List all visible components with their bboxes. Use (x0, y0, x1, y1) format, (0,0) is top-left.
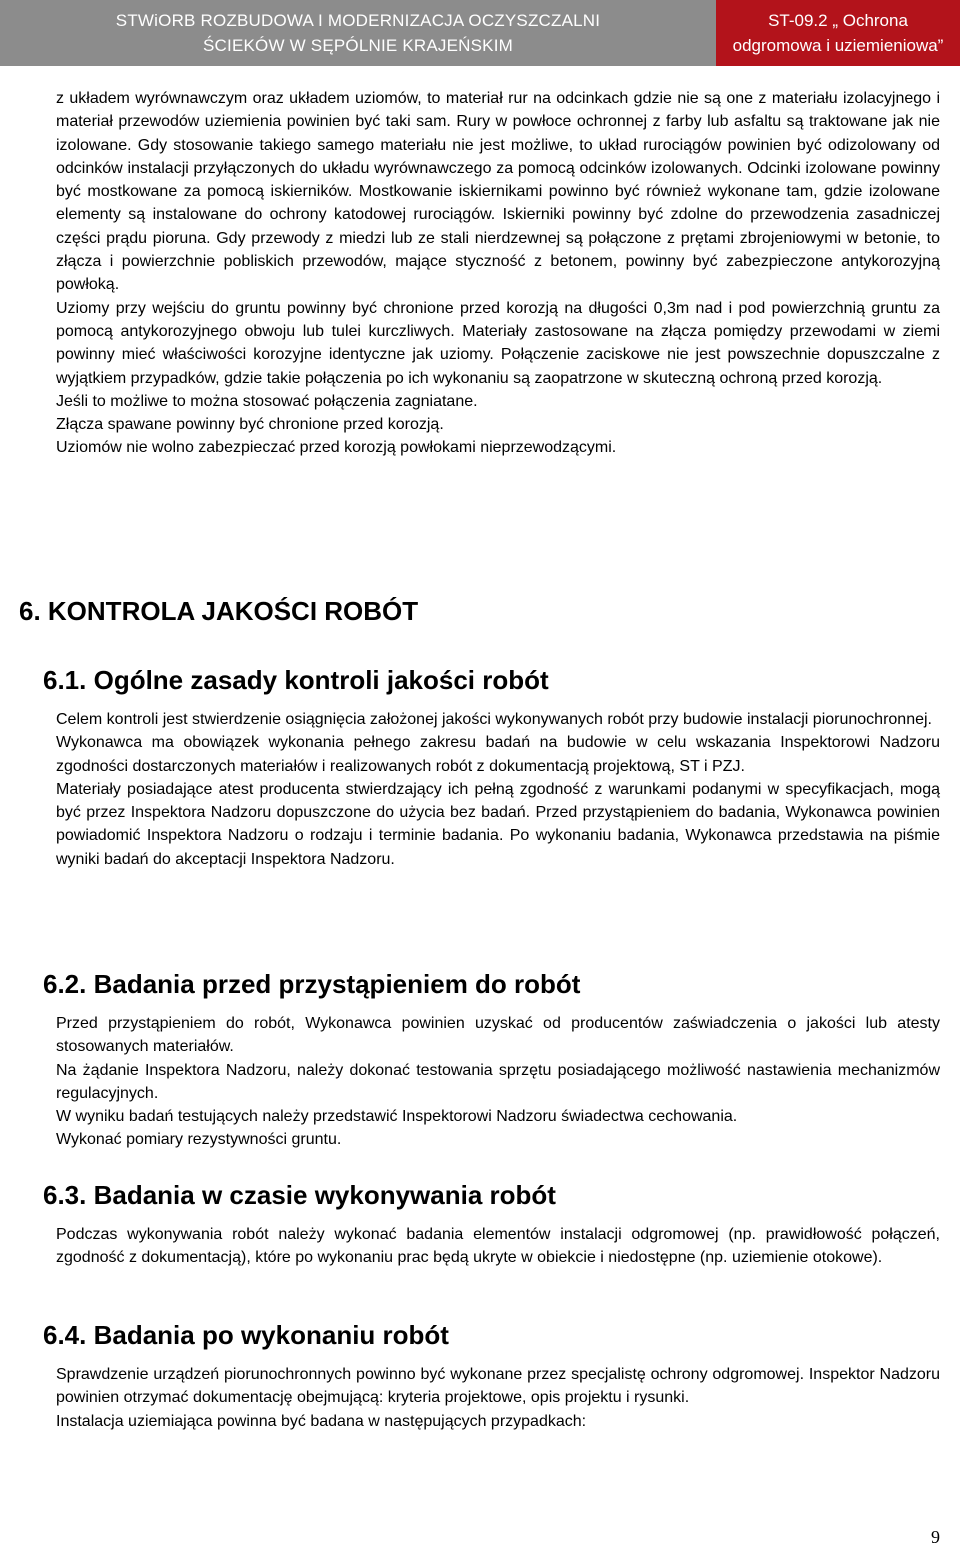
subsection-heading: 6.4. Badania po wykonaniu robót (43, 1320, 449, 1350)
paragraph: Złącza spawane powinny być chronione przed korozją. (56, 416, 444, 434)
section-heading-6: 6. KONTROLA JAKOŚCI ROBÓT (19, 596, 419, 626)
header-spec-line-2: odgromowa i uziemieniowa” (732, 36, 944, 55)
paragraph: Materiały posiadające atest producenta stwierdzający ich pełną zgodność z warunkami podanymi w specyfikacjach, mogą być przez Inspektora Nadzoru dopuszczone do użycia bez badań. Przed przystąpieniem do badania, Wykonawca powinien powiadomić Inspektora Nadzoru o rodzaju i terminie badania. Po wykonaniu badania, Wykonawca przedstawia na piśmie wyniki badań do akceptacji Inspektora Nadzoru. (56, 780, 940, 868)
section-6-2 (43, 968, 940, 1152)
paragraph: Sprawdzenie urządzeń piorunochronnych powinno być wykonane przez specjalistę ochrony odgromowej. Inspektor Nadzoru powinien otrzymać dokumentację obejmującą: kryteria projektowe, opis projektu i rysunki. (56, 1366, 940, 1407)
paragraph: Podczas wykonywania robót należy wykonać badania elementów instalacji odgromowej (np. prawidłowość połączeń, zgodność z dokumentacją), które po wykonaniu prac będą ukryte w obiekcie i niedostępne (np. uziemienie otokowe). (56, 1226, 940, 1267)
paragraph: z układem wyrównawczym oraz układem uziomów, to materiał rur na odcinkach gdzie nie są one z materiału izolacyjnego i materiał przewodów uziemienia powinien być taki sam. Rury w powłoce ochronnej z farby lub asfaltu są traktowane jak nie izolowane. Gdy stosowanie takiego samego materiału nie jest możliwe, to układ rurociągów powinien być odizolowany od odcinków instalacji przyłączonych do układu wyrównawczego za pomocą odcinków izolowanych. Odcinki izolowane powinny być mostkowane za pomocą iskierników. Mostkowanie iskiernikami powinno być również wykonane tam, gdzie izolowane elementy są instalowane do ochrony katodowej rurociągów. Iskierniki powinny być zdolne do przewodzenia zasadniczej części prądu pioruna. Gdy przewody z miedzi lub ze stali nierdzewnej są połączone z prętami zbrojeniowymi w betonie, to złącza i powierzchnie pobliskich przewodów, mające styczność z betonem, powinny być zabezpieczone antykorozyjną powłoką. (56, 90, 940, 294)
subsection-heading: 6.2. Badania przed przystąpieniem do robót (43, 969, 581, 999)
paragraph: Wykonać pomiary rezystywności gruntu. (56, 1131, 342, 1149)
section-6-4 (43, 1319, 940, 1433)
section-6-3 (43, 1179, 940, 1270)
paragraph: Uziomów nie wolno zabezpieczać przed korozją powłokami nieprzewodzącymi. (56, 439, 617, 457)
header-title-line-1: STWiORB ROZBUDOWA I MODERNIZACJA OCZYSZCZALNI (115, 11, 601, 30)
paragraph: Na żądanie Inspektora Nadzoru, należy dokonać testowania sprzętu posiadającego możliwość nastawienia mechanizmów regulacyjnych. (56, 1061, 940, 1102)
paragraph: Instalacja uziemiająca powinna być badana w następujących przypadkach: (56, 1412, 587, 1430)
header-spec-line-1: ST-09.2 „ Ochrona (768, 11, 908, 30)
paragraph: Przed przystąpieniem do robót, Wykonawca powinien uzyskać od producentów zaświadczenia o jakości lub atesty stosowanych materiałów. (56, 1015, 940, 1056)
header-title-line-2: ŚCIEKÓW W SĘPÓLNIE KRAJEŃSKIM (203, 36, 513, 55)
section-6-1 (43, 664, 940, 871)
intro-text (56, 87, 940, 460)
subsection-heading: 6.1. Ogólne zasady kontroli jakości robót (43, 665, 549, 695)
paragraph: Celem kontroli jest stwierdzenie osiągnięcia założonej jakości wykonywanych robót przy budowie instalacji piorunochronnej. (56, 711, 932, 728)
paragraph: Jeśli to możliwe to można stosować połączenia zagniatane. (56, 392, 478, 410)
paragraph: Uziomy przy wejściu do gruntu powinny być chronione przed korozją na długości 0,3m nad i pod powierzchnią gruntu za pomocą antykorozyjnego obwoju lub tulei kurczliwych. Materiały zastosowane na złącza pomiędzy przewodami w ziemi powinny mieć właściwości korozyjne identyczne jak uziomy. Połączenie zaciskowe nie jest powszechnie dopuszczalne z wyjątkiem przypadków, gdzie takie połączenia po ich wykonaniu są zaopatrzone w skuteczną ochroną przed korozją. (56, 299, 940, 387)
header-document-title (0, 0, 716, 66)
header-spec-code (716, 0, 960, 66)
subsection-body (56, 1363, 940, 1433)
page-header (0, 0, 960, 66)
subsection-heading: 6.3. Badania w czasie wykonywania robót (43, 1180, 556, 1210)
paragraph: W wyniku badań testujących należy przedstawić Inspektorowi Nadzoru świadectwa cechowania. (56, 1108, 738, 1126)
subsection-body (56, 1223, 940, 1270)
paragraph: Wykonawca ma obowiązek wykonania pełnego zakresu badań na budowie w celu wskazania Inspektorowi Nadzoru zgodności dostarczonych materiałów i realizowanych robót z dokumentacją projektową, ST i PZJ. (56, 734, 940, 775)
page-number: 9 (931, 1527, 940, 1547)
subsection-body (56, 1012, 940, 1152)
subsection-body (56, 708, 940, 871)
